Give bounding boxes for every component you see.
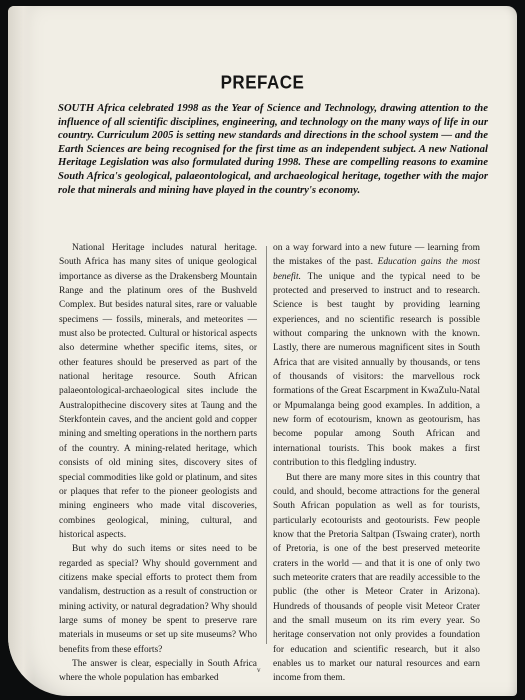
italic-phrase: Education gains the most benefit. xyxy=(273,257,480,282)
right-column xyxy=(273,241,480,686)
text-run: The unique and the typical need to be protected and preserved to instruct and to research. Science is best taught by providing learning experiences, and no scientific research is possible without comparing the unknown with the known. Lastly, there are numerous magnificent sites in South Africa that are visited annually by thousands, or tens of thousands of visitors: the marvellous rock formations of the Great Escarpment in KwaZulu-Natal or Mpumalanga being good examples. In addition, a new form of ecotourism, known as geotourism, has become popular among South African and international tourists. This book makes a first contribution to this fledgling industry. xyxy=(273,271,480,469)
intro-paragraph: SOUTH Africa celebrated 1998 as the Year of Science and Technology, drawing attention to the influence of all scientific disciplines, engineering, and technology on the many ways of life in our country. Curriculum 2005 is setting new standards and directions in the school system — and the Earth Sciences are being recognised for the first time as an independent subject. A new National Heritage Legislation was also formulated during 1998. These are compelling reasons to examine South Africa's geological, palaeontological, and archaeological heritage, together with the major role that minerals and mining have played in the country's economy. xyxy=(58,102,488,196)
body-paragraph: But why do such items or sites need to be regarded as special? Why should government and citizens make special efforts to protect them from vandalism, destruction as a result of construction or mining activity, or natural degradation? Why should large sums of money be spent to preserve rare materials in museums or set up site museums? Who benefits from these efforts? xyxy=(59,544,257,655)
body-paragraph: But there are many more sites in this country that could, and should, become attractions for the general South African population as well as for tourists, particularly ecotourists and geotourists. Few people know that the Pretoria Saltpan (Tswaing crater), north of Pretoria, is one of the best preserved meteorite craters in the world — and that it is one of only two such meteorite craters that are readily accessible to the public (the other is Meteor Crater in Arizona). Hundreds of thousands of people visit Meteor Crater and the small museum on its rim every year. So heritage conservation not only provides a foundation for education and scientific research, but it also enables us to market our natural resources and earn income from them. xyxy=(273,472,480,684)
left-column xyxy=(59,241,257,686)
body-paragraph: The answer is clear, especially in South Africa where the whole population has embarked xyxy=(59,658,257,684)
body-paragraph: National Heritage includes natural heritage. South Africa has many sites of unique geological importance as diverse as the Drakensberg Mountain Range and the platinum ores of the Bushveld Complex. But besides natural sites, rare or valuable specimens — fossils, minerals, and meteorites — must also be protected. Cultural or historical aspects also determine whether specific items, sites, or other features should be preserved as part of the national heritage resource. South African palaeontological-archaeological sites include the Australopithecine discovery sites at Taung and the Sterkfontein caves, and the ancient gold and copper mining and smelting operations in the northern parts of the country. A mining-related heritage, which consists of old mining sites, discovery sites of special commodities like gold or platinum, and sites or plaques that refer to the pioneer geologists and mining engineers who made vital discoveries, combines geological, mining, cultural, and historical aspects. xyxy=(59,243,257,540)
book-page xyxy=(8,6,517,696)
column-divider xyxy=(266,246,267,644)
page-number: v xyxy=(257,666,261,674)
page-title: PREFACE xyxy=(220,72,305,94)
body-paragraph-continued xyxy=(273,241,480,471)
text-run: on a way forward into a new future — learning from the mistakes of the past. xyxy=(273,243,480,268)
